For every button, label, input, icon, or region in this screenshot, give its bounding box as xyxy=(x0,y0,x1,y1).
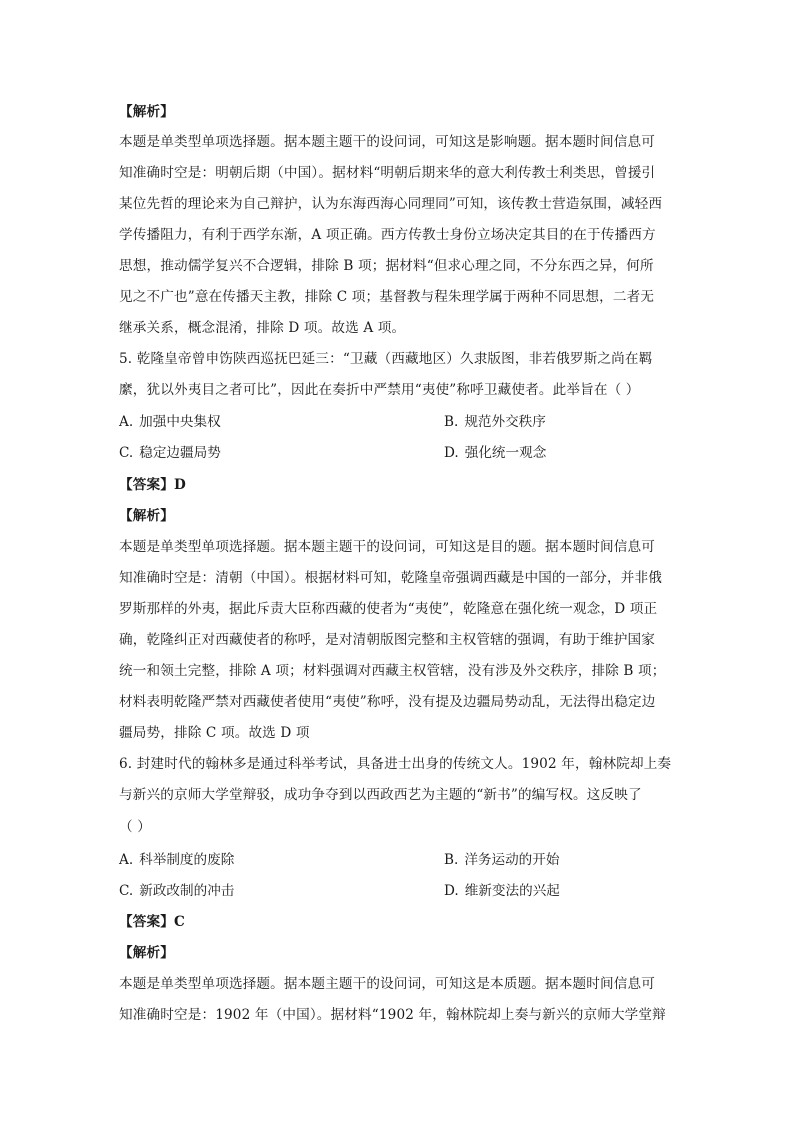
q5-analysis-line: 确，乾隆纠正对西藏使者的称呼，是对清朝版图完整和主权管辖的强调，有助于维护国家 xyxy=(119,632,656,648)
q6-option-d xyxy=(444,882,560,900)
q5-analysis-line: 统一和领土完整，排除 A 项；材料强调对西藏主权管辖，没有涉及外交秩序，排除 B 项； xyxy=(119,663,666,679)
option-letter: A. xyxy=(119,852,134,868)
q6-option-a xyxy=(119,851,234,869)
q6-stem-line: 与新兴的京师大学堂辩驳，成功争夺到以西政西艺为主题的“新书”的编写权。这反映了 xyxy=(119,787,642,803)
option-letter: B. xyxy=(444,414,459,430)
option-letter: C. xyxy=(119,445,134,461)
option-letter: C. xyxy=(119,883,134,899)
q5-answer: 【答案】D xyxy=(119,477,186,493)
q4-analysis-line: 本题是单类型单项选择题。据本题主题干的设问词，可知这是影响题。据本题时间信息可 xyxy=(119,134,656,150)
q6-analysis-line: 知准确时空是：1902 年（中国）。据材料“1902 年，翰林院却上奏与新兴的京师大学堂辩 xyxy=(119,1007,666,1023)
option-text: 维新变法的兴起 xyxy=(464,883,560,899)
q6-option-c xyxy=(119,882,234,900)
q4-analysis-line: 学传播阻力，有利于西学东渐，A 项正确。西方传教士身份立场决定其目的在于传播西方 xyxy=(119,227,656,243)
option-text: 科举制度的废除 xyxy=(139,852,235,868)
option-letter: D. xyxy=(444,883,459,899)
q5-analysis-label: 【解析】 xyxy=(119,508,174,524)
q6-analysis-line: 本题是单类型单项选择题。据本题主题干的设问词，可知这是本质题。据本题时间信息可 xyxy=(119,976,656,992)
option-text: 强化统一观念 xyxy=(464,445,547,461)
q6-answer: 【答案】C xyxy=(119,914,185,930)
q6-analysis-label: 【解析】 xyxy=(119,945,174,961)
option-letter: D. xyxy=(444,445,459,461)
option-letter: A. xyxy=(119,414,134,430)
option-text: 规范外交秩序 xyxy=(464,414,546,430)
q6-option-b xyxy=(444,851,559,869)
q5-option-d xyxy=(444,444,546,462)
q6-stem-line: 6. 封建时代的翰林多是通过科举考试，具备进士出身的传统文人。1902 年，翰林院却上奏 xyxy=(119,756,672,772)
option-text: 加强中央集权 xyxy=(139,414,221,430)
q5-stem-line: 5. 乾隆皇帝曾申饬陕西巡抚巴延三：“卫藏（西藏地区）久隶版图，非若俄罗斯之尚在羁 xyxy=(119,351,653,367)
q5-analysis-line: 本题是单类型单项选择题。据本题主题干的设问词，可知这是目的题。据本题时间信息可 xyxy=(119,539,656,555)
option-text: 稳定边疆局势 xyxy=(139,445,221,461)
q4-analysis-line: 思想，推动儒学复兴不合逻辑，排除 B 项；据材料“但求心理之同，不分东西之异，何所 xyxy=(119,258,654,274)
option-letter: B. xyxy=(444,852,459,868)
q4-analysis-line: 继承关系，概念混淆，排除 D 项。故选 A 项。 xyxy=(119,320,406,336)
q4-analysis-line: 某位先哲的理论来为自己辩护，认为东海西海心同理同”可知，该传教士营造氛围，减轻西 xyxy=(119,196,663,212)
q4-analysis-line: 见之不广也”意在传播天主教，排除 C 项；基督教与程朱理学属于两种不同思想，二者无 xyxy=(119,289,655,305)
q5-analysis-line: 罗斯那样的外夷，据此斥责大臣称西藏的使者为“夷使”，乾隆意在强化统一观念，D 项正 xyxy=(119,601,658,617)
q5-analysis-line: 材料表明乾隆严禁对西藏使者使用“夷使”称呼，没有提及边疆局势动乱，无法得出稳定边 xyxy=(119,694,656,710)
option-text: 新政改制的冲击 xyxy=(139,883,235,899)
q5-analysis-line: 知准确时空是：清朝（中国）。根据材料可知，乾隆皇帝强调西藏是中国的一部分，并非俄 xyxy=(119,570,662,586)
q5-analysis-line: 疆局势，排除 C 项。故选 D 项 xyxy=(119,725,310,741)
q4-analysis-label: 【解析】 xyxy=(119,104,174,120)
q5-stem-line: 縻，犹以外夷目之者可比”，因此在奏折中严禁用“夷使”称呼卫藏使者。此举旨在（ ） xyxy=(119,382,640,398)
q5-option-c xyxy=(119,444,221,462)
q6-stem-line: （ ） xyxy=(119,819,151,835)
q5-option-b xyxy=(444,413,546,431)
q5-option-a xyxy=(119,413,221,431)
option-text: 洋务运动的开始 xyxy=(464,852,560,868)
q4-analysis-line: 知准确时空是：明朝后期（中国）。据材料“明朝后期来华的意大利传教士利类思，曾援引 xyxy=(119,165,656,181)
